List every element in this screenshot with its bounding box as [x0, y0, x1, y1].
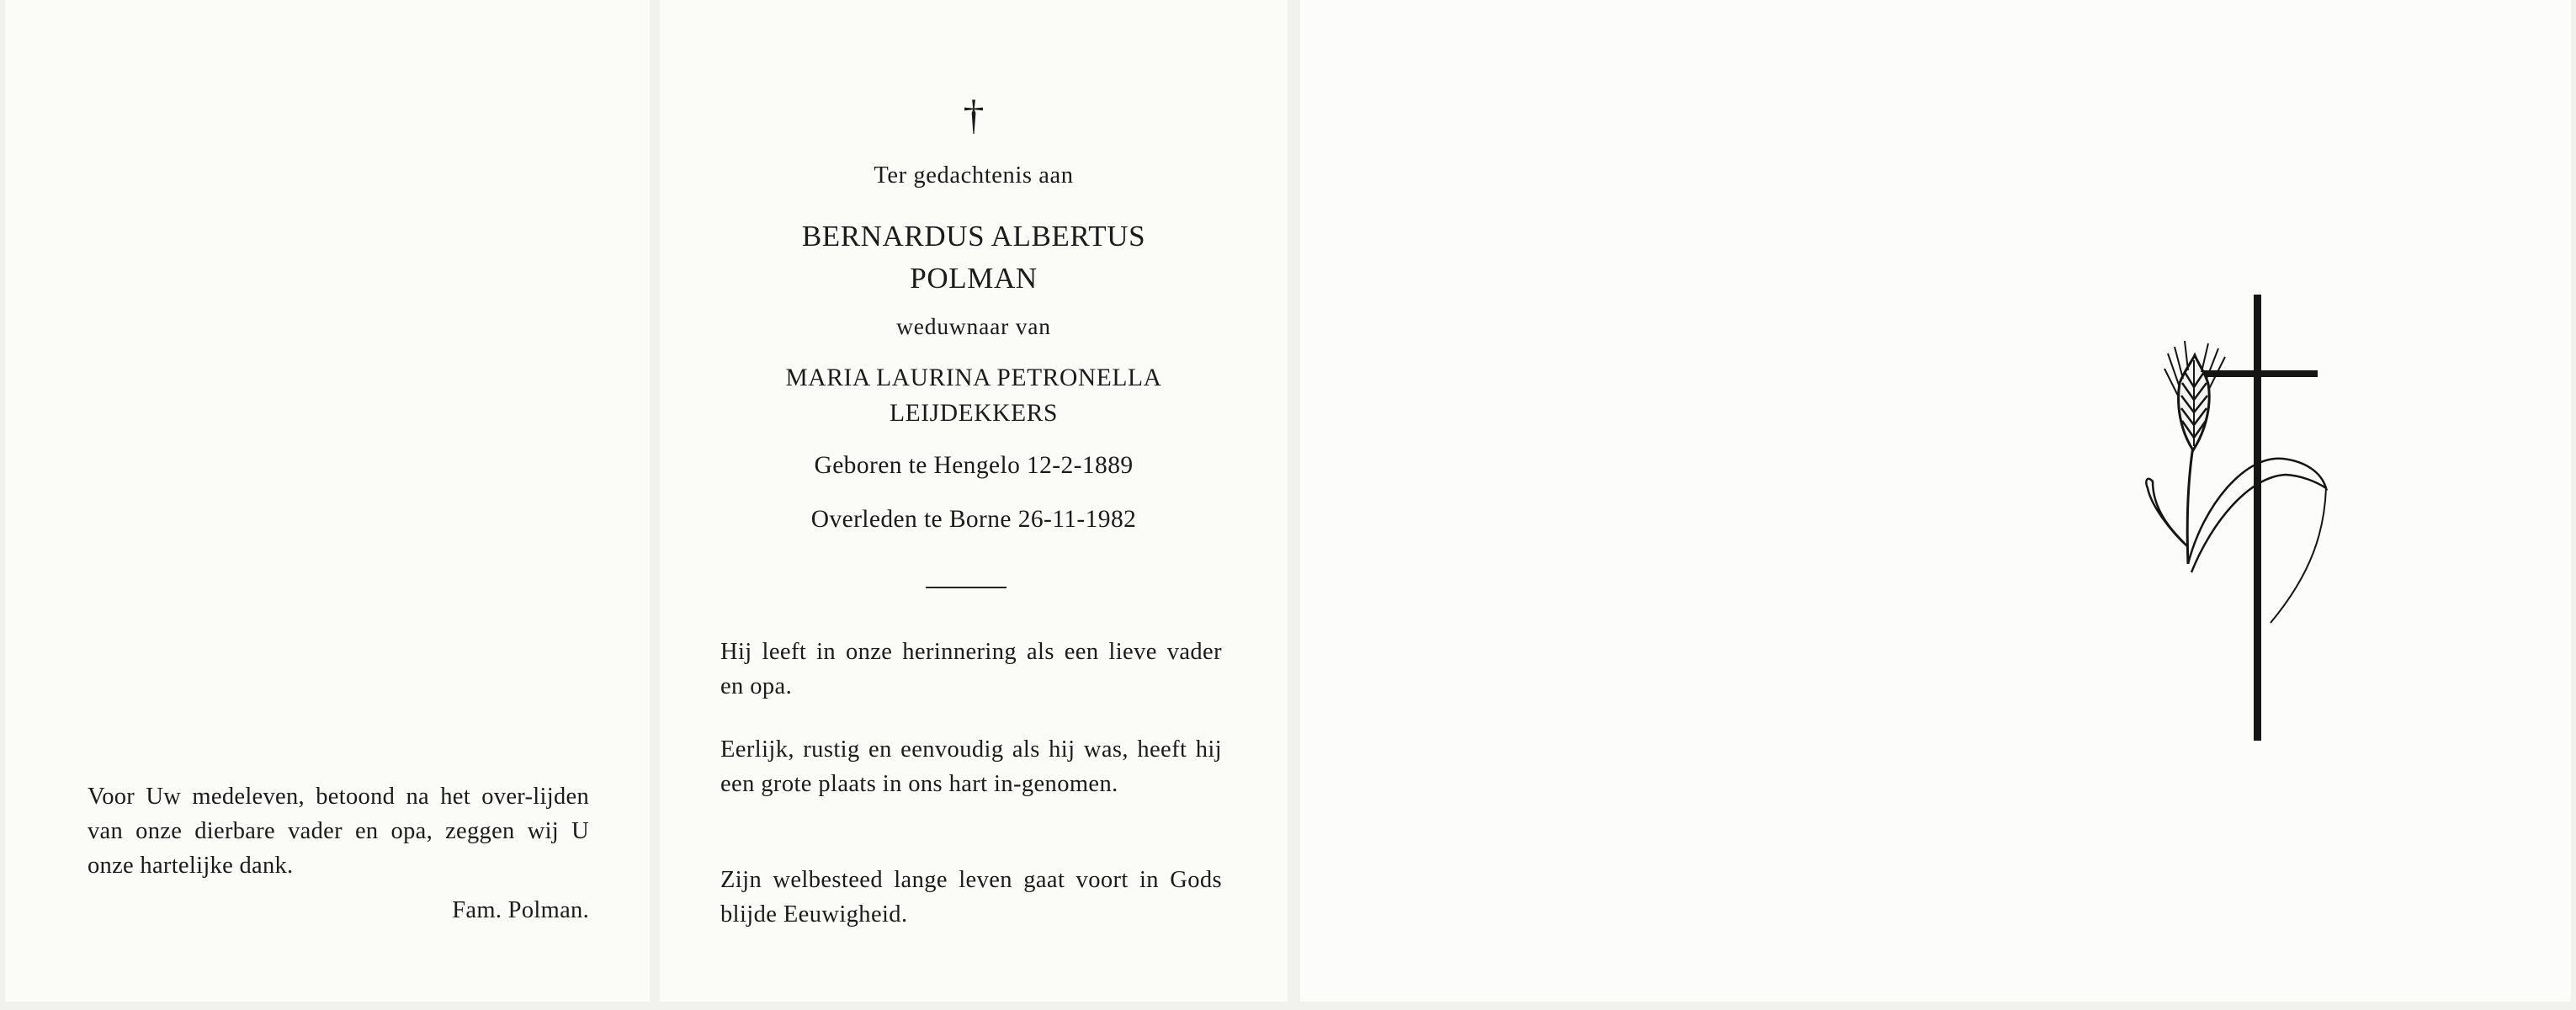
relation-label: weduwnaar van: [896, 313, 1051, 339]
memory-paragraph: Hij leeft in onze herinnering als een lieve vader en opa.: [720, 639, 1222, 699]
middle-panel: [660, 0, 1288, 1002]
eternity-paragraph: Zijn welbesteed lange leven gaat voort in Gods blijde Eeuwigheid.: [720, 867, 1222, 928]
family-signature: Fam. Polman.: [452, 897, 589, 923]
left-panel: [5, 0, 650, 1002]
character-paragraph: Eerlijk, rustig en eenvoudig als hij was, heeft hij een grote plaats in ons hart in-genomen.: [720, 736, 1222, 797]
deceased-name-line1: BERNARDUS ALBERTUS: [801, 220, 1146, 252]
spouse-name-line2: LEIJDEKKERS: [890, 400, 1058, 427]
right-panel: [1300, 0, 2571, 1002]
spouse-name: [660, 360, 1288, 431]
in-memory-heading: Ter gedachtenis aan: [874, 162, 1074, 189]
spouse-name-line1: MARIA LAURINA PETRONELLA: [785, 364, 1162, 391]
cross-icon: †: [963, 91, 985, 138]
deceased-name-line2: POLMAN: [910, 262, 1038, 295]
death-info: Overleden te Borne 26-11-1982: [810, 506, 1137, 533]
deceased-name: [660, 215, 1288, 300]
divider-line: [926, 587, 1006, 588]
thanks-message: Voor Uw medeleven, betoond na het over-lijden van onze dierbare vader en opa, zeggen wij U onze hartelijke dank.: [88, 784, 589, 879]
birth-info: Geboren te Hengelo 12-2-1889: [814, 452, 1134, 479]
cross-and-wheat-icon: [2136, 295, 2329, 741]
